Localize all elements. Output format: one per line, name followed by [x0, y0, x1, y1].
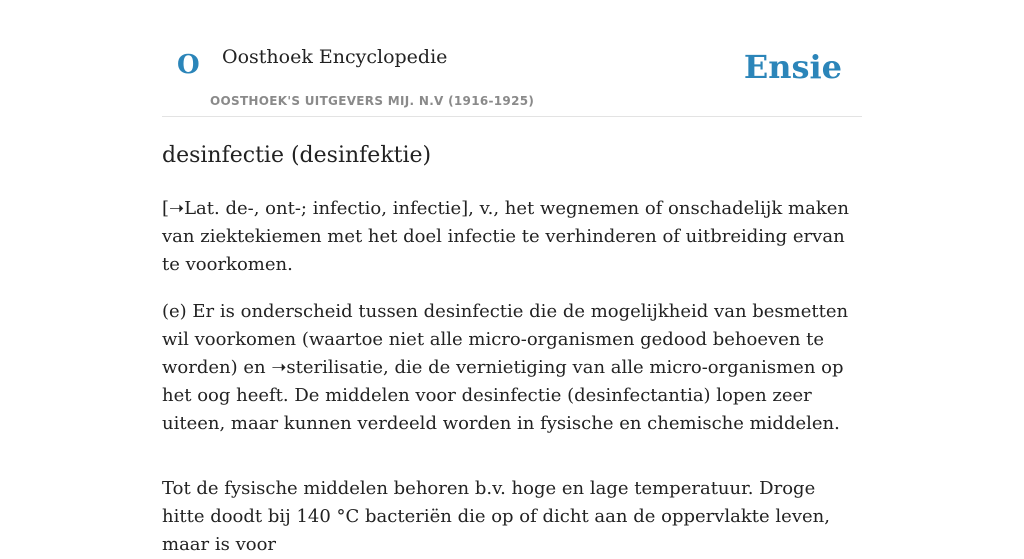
entry-paragraph-3: Tot de fysische middelen behoren b.v. hoge en lage temperatuur. Droge hitte doodt bij 140 °C bacteriën die op of dicht aan de oppervlakte leven, maar is voor [162, 478, 830, 555]
entry-body [162, 195, 862, 559]
entry-title: desinfectie (desinfektie) [162, 143, 432, 168]
ensie-logo-link[interactable]: Ensie [743, 48, 842, 86]
entry-paragraph-2: (e) Er is onderscheid tussen desinfectie die de mogelijkheid van besmetten wil voorkomen (waartoe niet alle micro-organismen gedood behoeven te worden) en ➝sterilisatie, die de vernietiging van alle micro-organismen op het oog heeft. De middelen voor desinfectie (desinfectantia) lopen zeer uiteen, maar kunnen verdeeld worden in fysische en chemische middelen. [162, 301, 849, 434]
page [162, 0, 862, 559]
source-header [162, 0, 862, 117]
source-title-link[interactable]: Oosthoek Encyclopedie [222, 46, 448, 68]
source-publisher: OOSTHOEK'S UITGEVERS MIJ. N.V (1916-1925) [210, 94, 535, 108]
entry-paragraph-1: [➝Lat. de-, ont-; infectio, infectie], v., het wegnemen of onschadelijk maken van ziektekiemen met het doel infectie te verhinderen of uitbreiding ervan te voorkomen. [162, 198, 849, 275]
source-logo: O [177, 50, 200, 80]
